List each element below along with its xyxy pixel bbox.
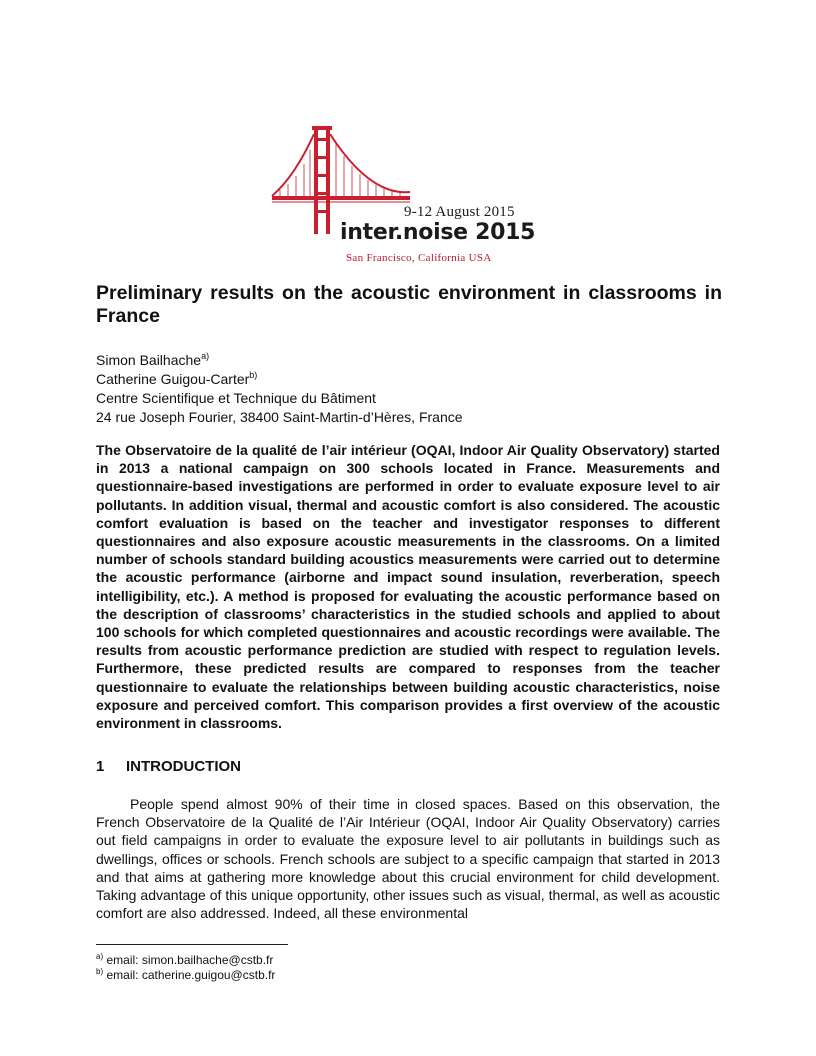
footnote-divider	[96, 944, 288, 945]
section-heading	[96, 758, 241, 776]
conference-date: 9-12 August 2015	[404, 204, 515, 220]
author-mark: a)	[201, 351, 210, 361]
footnote-mark: a)	[96, 952, 104, 961]
author-block	[96, 351, 722, 427]
conference-name-text: inter.noise	[340, 220, 468, 245]
footnote-text: email: catherine.guigou@cstb.fr	[106, 968, 276, 982]
footnote-b	[96, 968, 275, 983]
conference-location: San Francisco, California USA	[346, 252, 492, 264]
author-1	[96, 351, 722, 370]
footnotes	[96, 953, 275, 983]
footnote-a	[96, 953, 275, 968]
affiliation: Centre Scientifique et Technique du Bâtiment	[96, 390, 376, 406]
author-name: Catherine Guigou-Carter	[96, 371, 250, 387]
intro-paragraph: People spend almost 90% of their time in closed spaces. Based on this observation, the French Observatoire de la Qualité de l’Air Intérieur (OQAI, Indoor Air Quality Observatory) carries out field campaigns in order to evaluate the exposure level to air pollutants in buildings such as dwellings, offices or schools. French schools are subject to a specific campaign that started in 2013 and that aims at gathering more knowledge about this crucial environment for child development. Taking advantage of this unique opportunity, other issues such as visual, thermal, as well as acoustic comfort are also addressed. Indeed, all these environmental	[96, 796, 720, 922]
paper-title: Preliminary results on the acoustic environment in classrooms in France	[96, 282, 722, 327]
conference-year: 2015	[475, 220, 536, 245]
conference-name	[340, 220, 535, 245]
author-mark: b)	[249, 370, 258, 380]
section-number: 1	[96, 758, 105, 775]
footnote-mark: b)	[96, 967, 104, 976]
section-title: INTRODUCTION	[126, 758, 241, 775]
author-2	[96, 370, 722, 389]
address: 24 rue Joseph Fourier, 38400 Saint-Martin-d’Hères, France	[96, 409, 463, 425]
footnote-text: email: simon.bailhache@cstb.fr	[106, 953, 274, 967]
conference-logo	[270, 126, 550, 268]
author-name: Simon Bailhache	[96, 352, 202, 368]
abstract: The Observatoire de la qualité de l’air intérieur (OQAI, Indoor Air Quality Observatory) started in 2013 a national campaign on 300 schools located in France. Measurements and questionnaire-based investigations are performed in order to evaluate exposure level to air pollutants. In addition visual, thermal and acoustic comfort is also considered. The acoustic comfort evaluation is based on the teacher and investigator responses to different questionnaires and also exposure acoustic measurements in the classrooms. On a limited number of schools standard building acoustics measurements were carried out to determine the acoustic performance (airborne and impact sound insulation, reverberation, speech intelligibility, etc.). A method is proposed for evaluating the acoustic performance based on the description of classrooms’ characteristics in the studied schools and applied to about 100 schools for which completed questionnaires and acoustic recordings were available. The results from acoustic performance prediction are studied with respect to regulation levels. Furthermore, these predicted results are compared to responses from the teacher questionnaire to evaluate the relationships between building acoustic characteristics, noise exposure and perceived comfort. This comparison provides a first overview of the acoustic environment in classrooms.	[96, 442, 720, 732]
